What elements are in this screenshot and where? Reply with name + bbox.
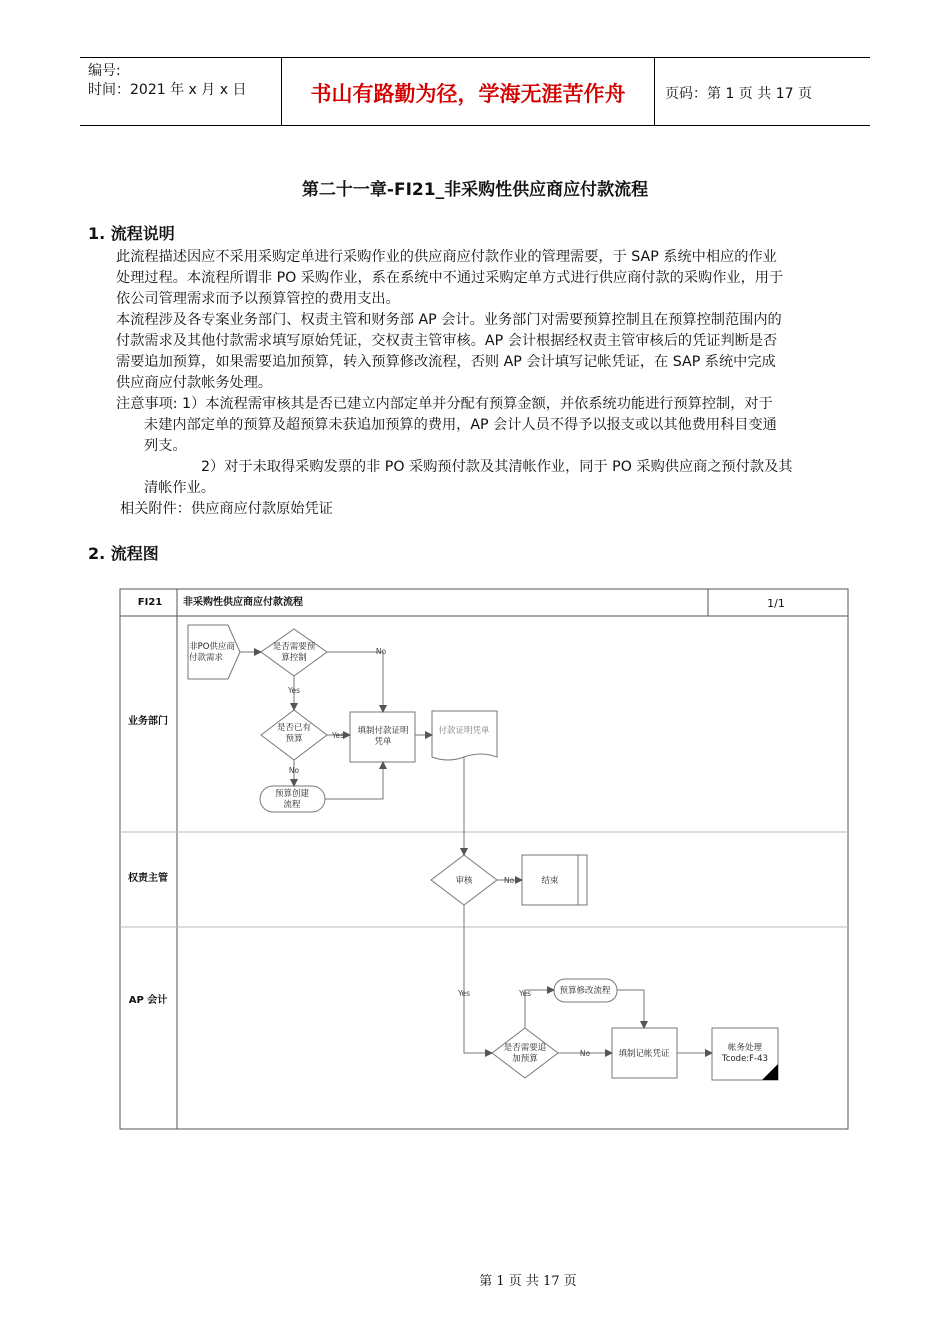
d2-label-line: 是否已有 bbox=[276, 723, 312, 733]
edge-label-yes: Yes bbox=[518, 989, 532, 998]
modify-label: 预算修改流程 bbox=[559, 986, 611, 996]
flow-page: 1/1 bbox=[767, 597, 785, 610]
text-line: 未建内部定单的预算及超预算未获追加预算的费用，AP 会计人员不得予以报支或以其他费用科目变通 bbox=[144, 417, 777, 433]
section-heading-description: 1. 流程说明 bbox=[88, 224, 175, 243]
post-label-line: 帐务处理 bbox=[727, 1043, 763, 1053]
header-page-label: 页码：第 1 页 共 17 页 bbox=[665, 86, 812, 102]
flow-code: FI21 bbox=[137, 597, 163, 608]
edge-label-no: No bbox=[288, 766, 300, 775]
d1-label-line: 算控制 bbox=[281, 653, 307, 663]
post-label-line: Tcode:F-43 bbox=[722, 1054, 768, 1064]
text-line: 供应商应付款帐务处理。 bbox=[116, 375, 273, 391]
text-line: 2）对于未取得采购发票的非 PO 采购预付款及其清帐作业，同于 PO 采购供应商之预付款及其 bbox=[201, 459, 793, 475]
start-pentagon bbox=[188, 625, 240, 679]
create-label-line: 流程 bbox=[283, 800, 301, 810]
page-footer: 第 1 页 共 17 页 bbox=[479, 1274, 577, 1289]
start-label-line: 非PO供应商 bbox=[189, 642, 235, 652]
header-motto: 书山有路勤为径，学海无涯苦作舟 bbox=[310, 81, 626, 106]
number-label: 编号: bbox=[88, 63, 121, 79]
d1-label-line: 是否需要预 bbox=[272, 642, 316, 652]
d2-label-line: 预算 bbox=[285, 734, 303, 744]
text-line: 本流程涉及各专案业务部门、权责主管和财务部 AP 会计。业务部门对需要预算控制且在预算控制范围内的 bbox=[116, 312, 782, 328]
voucher-label: 填制记帐凭证 bbox=[618, 1049, 670, 1059]
fill-label-line: 填制付款证明 bbox=[357, 726, 409, 736]
end-label: 结束 bbox=[541, 876, 559, 886]
start-label-line: 付款需求 bbox=[188, 653, 224, 663]
edge-label-no: No bbox=[503, 876, 515, 885]
flow-name: 非采购性供应商应付款流程 bbox=[183, 597, 303, 608]
text-line: 处理过程。本流程所谓非 PO 采购作业，系在系统中不通过采购定单方式进行供应商付款的采购作业，用于 bbox=[116, 270, 784, 286]
text-line: 清帐作业。 bbox=[144, 480, 215, 496]
section-heading-flowchart: 2. 流程图 bbox=[88, 544, 159, 563]
edge-label-no: No bbox=[579, 1049, 591, 1058]
text-line: 依公司管理需求而予以预算管控的费用支出。 bbox=[116, 291, 400, 307]
edge-label-yes: Yes bbox=[457, 989, 471, 998]
lane-label-ap: AP 会计 bbox=[128, 995, 168, 1006]
text-line: 列支。 bbox=[144, 438, 187, 454]
date-label: 时间：2021 年 x 月 x 日 bbox=[88, 82, 247, 98]
text-line: 付款需求及其他付款需求填写原始凭证，交权责主管审核。AP 会计根据经权责主管审核后的凭证判断是否 bbox=[116, 333, 778, 349]
edge-label-yes: Yes bbox=[287, 686, 301, 695]
text-line: 需要追加预算，如果需要追加预算，转入预算修改流程，否则 AP 会计填写记帐凭证，在 SAP 系统中完成 bbox=[116, 354, 776, 370]
edge-label-no: No bbox=[375, 647, 387, 656]
text-line: 此流程描述因应不采用采购定单进行采购作业的供应商应付款作业的管理需要，于 SAP 系统中相应的作业 bbox=[116, 249, 777, 265]
lane-label-business: 业务部门 bbox=[128, 716, 168, 727]
doc-label: 付款证明凭单 bbox=[438, 726, 490, 736]
d3-label-line: 加预算 bbox=[512, 1054, 538, 1064]
lane-label-manager: 权责主管 bbox=[128, 873, 168, 884]
chapter-title: 第二十一章-FI21_非采购性供应商应付款流程 bbox=[301, 180, 649, 200]
d3-label-line: 是否需要追 bbox=[503, 1043, 547, 1053]
attachment-line: 相关附件：供应商应付款原始凭证 bbox=[120, 501, 333, 517]
create-label-line: 预算创建 bbox=[274, 789, 310, 799]
fill-label-line: 凭单 bbox=[374, 737, 392, 747]
decision-need-budget bbox=[492, 1028, 558, 1078]
review-label: 审核 bbox=[455, 876, 473, 886]
edge-label-yes: Yes bbox=[331, 731, 345, 740]
text-line: 注意事项: 1）本流程需审核其是否已建立内部定单并分配有预算金额，并依系统功能进行预算控制，对于 bbox=[116, 396, 773, 412]
